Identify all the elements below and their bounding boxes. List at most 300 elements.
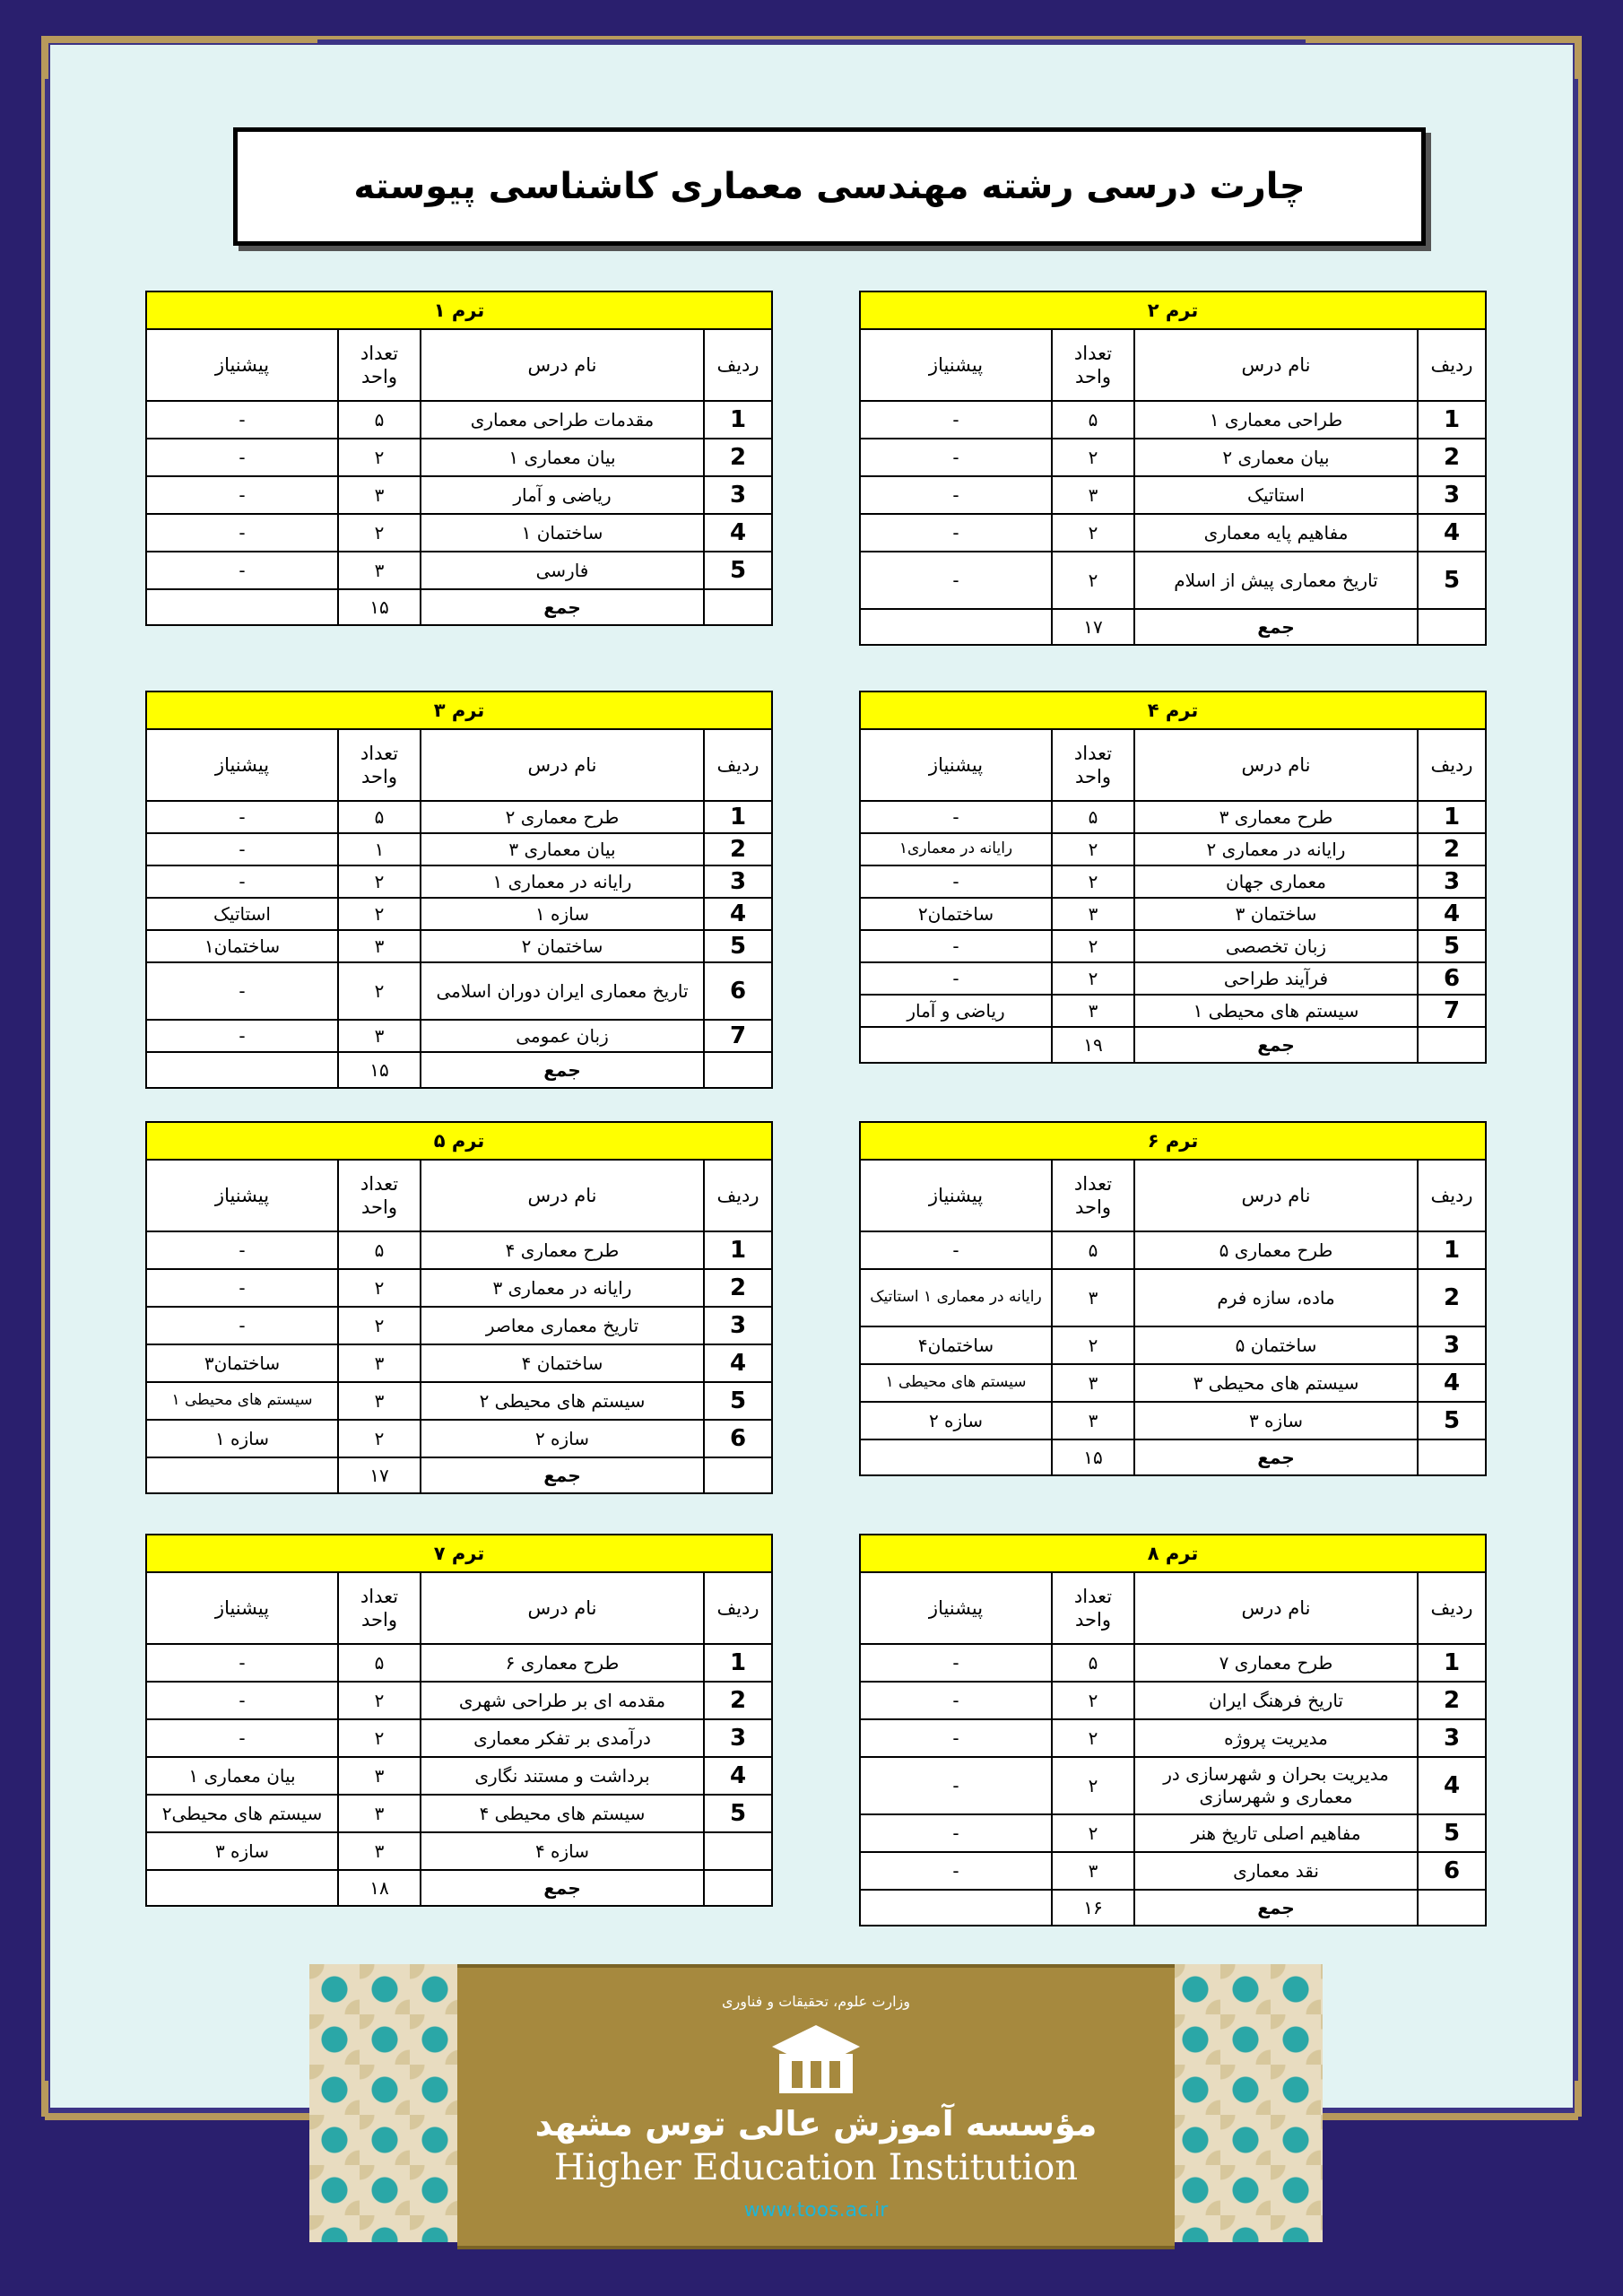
course-units: ۲ — [338, 865, 421, 898]
course-prereq: - — [146, 962, 338, 1020]
course-prereq: - — [860, 865, 1052, 898]
course-table — [859, 1534, 1487, 1926]
row-number: 6 — [704, 962, 772, 1020]
row-number — [704, 1832, 772, 1870]
col-header-name: نام درس — [421, 329, 704, 401]
table-row — [146, 865, 772, 898]
row-number: 1 — [704, 401, 772, 439]
row-number: 5 — [1418, 930, 1486, 962]
course-prereq: - — [146, 1020, 338, 1052]
term-header-row — [146, 291, 772, 329]
col-header-units: تعداد واحد — [338, 1572, 421, 1644]
course-name: تاریخ معماری ایران دوران اسلامی — [421, 962, 704, 1020]
row-number: 2 — [1418, 833, 1486, 865]
course-units: ۲ — [1052, 1719, 1134, 1757]
page-title-box — [233, 127, 1426, 246]
total-empty — [1418, 1890, 1486, 1926]
row-number: 3 — [1418, 1719, 1486, 1757]
course-prereq: - — [146, 1682, 338, 1719]
col-header-prereq: پیشنیاز — [860, 1160, 1052, 1231]
total-row — [146, 589, 772, 625]
course-prereq: سازه ۲ — [860, 1402, 1052, 1439]
course-name: طرح معماری ۴ — [421, 1231, 704, 1269]
total-empty — [146, 589, 338, 625]
course-name: ساختمان ۵ — [1134, 1326, 1418, 1364]
col-header-name: نام درس — [1134, 729, 1418, 801]
course-name: بیان معماری ۳ — [421, 833, 704, 865]
row-number: 5 — [704, 930, 772, 962]
course-prereq: - — [146, 865, 338, 898]
total-empty — [860, 1439, 1052, 1475]
page-title: چارت درسی رشته مهندسی معماری کاشناسی پیوسته — [353, 166, 1306, 207]
total-label: جمع — [1134, 609, 1418, 645]
course-units: ۲ — [1052, 1814, 1134, 1852]
course-units: ۲ — [338, 439, 421, 476]
table-row — [860, 439, 1486, 476]
course-prereq: - — [860, 514, 1052, 552]
row-number: 4 — [704, 1344, 772, 1382]
course-units: ۲ — [338, 1682, 421, 1719]
column-header-row — [146, 329, 772, 401]
total-empty — [704, 1457, 772, 1493]
course-prereq: - — [146, 439, 338, 476]
course-prereq: سیستم های محیطی ۱ — [860, 1364, 1052, 1402]
col-header-prereq: پیشنیاز — [860, 729, 1052, 801]
table-row — [860, 401, 1486, 439]
course-prereq: - — [860, 1231, 1052, 1269]
course-units: ۳ — [1052, 476, 1134, 514]
table-row — [146, 833, 772, 865]
course-units: ۳ — [338, 1344, 421, 1382]
course-units: ۵ — [338, 1644, 421, 1682]
course-name: سازه ۴ — [421, 1832, 704, 1870]
course-units: ۳ — [1052, 1269, 1134, 1326]
table-row — [860, 1231, 1486, 1269]
course-name: ریاضی و آمار — [421, 476, 704, 514]
course-units: ۵ — [1052, 1231, 1134, 1269]
col-header-prereq: پیشنیاز — [146, 1572, 338, 1644]
course-prereq: سیستم های محیطی ۱ — [146, 1382, 338, 1420]
course-prereq: - — [860, 1757, 1052, 1814]
institution-logo-banner — [309, 1964, 1323, 2242]
table-row — [860, 930, 1486, 962]
total-empty — [146, 1052, 338, 1088]
course-units: ۲ — [1052, 930, 1134, 962]
row-number: 3 — [1418, 1326, 1486, 1364]
table-row — [146, 1832, 772, 1870]
course-name: طرح معماری ۶ — [421, 1644, 704, 1682]
column-header-row — [860, 1572, 1486, 1644]
course-units: ۲ — [338, 898, 421, 930]
pattern-left — [309, 1964, 462, 2242]
row-number: 5 — [704, 1795, 772, 1832]
table-row — [146, 801, 772, 833]
course-prereq: - — [860, 962, 1052, 995]
total-empty — [146, 1870, 338, 1906]
course-prereq: - — [146, 401, 338, 439]
table-row — [860, 995, 1486, 1027]
table-row — [146, 514, 772, 552]
total-label: جمع — [421, 589, 704, 625]
table-row — [860, 1852, 1486, 1890]
course-name: نقد معماری — [1134, 1852, 1418, 1890]
course-units: ۳ — [1052, 898, 1134, 930]
term-header-row — [860, 1535, 1486, 1572]
row-number: 2 — [1418, 1682, 1486, 1719]
course-prereq: ساختمان۴ — [860, 1326, 1052, 1364]
row-number: 5 — [1418, 1814, 1486, 1852]
course-name: برداشت و مستند نگاری — [421, 1757, 704, 1795]
total-row — [860, 1027, 1486, 1063]
table-row — [146, 552, 772, 589]
term-table-8 — [859, 1534, 1487, 1926]
course-name: سازه ۲ — [421, 1420, 704, 1457]
term-label: ترم ۲ — [860, 291, 1486, 329]
course-prereq: رایانه در معماری ۱ استاتیک — [860, 1269, 1052, 1326]
table-row — [146, 1269, 772, 1307]
term-label: ترم ۳ — [146, 691, 772, 729]
col-header-prereq: پیشنیاز — [860, 1572, 1052, 1644]
total-empty — [704, 1052, 772, 1088]
col-header-units: تعداد واحد — [1052, 329, 1134, 401]
institution-url[interactable]: www.toos.ac.ir — [743, 2199, 889, 2222]
course-name: سازه ۳ — [1134, 1402, 1418, 1439]
col-header-units: تعداد واحد — [1052, 1160, 1134, 1231]
course-name: بیان معماری ۲ — [1134, 439, 1418, 476]
term-header-row — [146, 691, 772, 729]
table-row — [860, 1269, 1486, 1326]
table-row — [146, 1382, 772, 1420]
table-row — [146, 1020, 772, 1052]
term-label: ترم ۸ — [860, 1535, 1486, 1572]
course-prereq: - — [860, 401, 1052, 439]
col-header-units: تعداد واحد — [338, 729, 421, 801]
course-name: مدیریت پروژه — [1134, 1719, 1418, 1757]
row-number: 1 — [1418, 1644, 1486, 1682]
term-label: ترم ۱ — [146, 291, 772, 329]
total-empty — [704, 1870, 772, 1906]
course-units: ۲ — [1052, 439, 1134, 476]
course-units: ۱ — [338, 833, 421, 865]
course-units: ۳ — [1052, 995, 1134, 1027]
term-table-7 — [145, 1534, 773, 1907]
course-name: زبان تخصصی — [1134, 930, 1418, 962]
course-name: ساختمان ۴ — [421, 1344, 704, 1382]
col-header-prereq: پیشنیاز — [146, 329, 338, 401]
course-units: ۲ — [338, 962, 421, 1020]
row-number: 5 — [704, 1382, 772, 1420]
course-prereq: ساختمان۱ — [146, 930, 338, 962]
course-table — [145, 1121, 773, 1494]
course-name: مقدمه ای بر طراحی شهری — [421, 1682, 704, 1719]
total-empty — [860, 1027, 1052, 1063]
course-units: ۳ — [338, 1020, 421, 1052]
total-units: ۱۹ — [1052, 1027, 1134, 1063]
row-number: 4 — [704, 898, 772, 930]
course-units: ۳ — [338, 930, 421, 962]
table-row — [860, 514, 1486, 552]
total-units: ۱۶ — [1052, 1890, 1134, 1926]
total-row — [860, 609, 1486, 645]
total-row — [146, 1052, 772, 1088]
course-prereq: - — [860, 1644, 1052, 1682]
col-header-name: نام درس — [1134, 329, 1418, 401]
total-empty — [1418, 1027, 1486, 1063]
col-header-name: نام درس — [421, 1572, 704, 1644]
term-header-row — [146, 1122, 772, 1160]
course-prereq: - — [860, 801, 1052, 833]
total-units: ۱۵ — [1052, 1439, 1134, 1475]
total-label: جمع — [421, 1457, 704, 1493]
table-row — [146, 898, 772, 930]
course-name: مفاهیم پایه معماری — [1134, 514, 1418, 552]
course-prereq: استاتیک — [146, 898, 338, 930]
course-name: سیستم های محیطی ۱ — [1134, 995, 1418, 1027]
col-header-prereq: پیشنیاز — [146, 1160, 338, 1231]
course-prereq: - — [146, 552, 338, 589]
col-header-name: نام درس — [421, 1160, 704, 1231]
course-prereq: ساختمان۲ — [860, 898, 1052, 930]
course-prereq: - — [860, 1719, 1052, 1757]
column-header-row — [146, 729, 772, 801]
col-header-num: ردیف — [704, 1572, 772, 1644]
course-name: معماری جهان — [1134, 865, 1418, 898]
course-name: طرح معماری ۳ — [1134, 801, 1418, 833]
course-prereq: - — [146, 476, 338, 514]
column-header-row — [860, 729, 1486, 801]
course-units: ۲ — [1052, 552, 1134, 609]
institution-name-fa: مؤسسه آموزش عالی توس مشهد — [534, 2104, 1098, 2144]
course-prereq: - — [860, 1682, 1052, 1719]
course-name: تاریخ معماری معاصر — [421, 1307, 704, 1344]
row-number: 2 — [704, 833, 772, 865]
table-row — [146, 1307, 772, 1344]
course-prereq: رایانه در معماری۱ — [860, 833, 1052, 865]
course-prereq: ساختمان۳ — [146, 1344, 338, 1382]
row-number: 4 — [704, 1757, 772, 1795]
total-empty — [1418, 609, 1486, 645]
course-name: فارسی — [421, 552, 704, 589]
course-name: مقدمات طراحی معماری — [421, 401, 704, 439]
course-name: رایانه در معماری ۳ — [421, 1269, 704, 1307]
table-row — [146, 930, 772, 962]
course-name: رایانه در معماری ۱ — [421, 865, 704, 898]
pattern-right — [1170, 1964, 1323, 2242]
col-header-prereq: پیشنیاز — [146, 729, 338, 801]
course-units: ۲ — [338, 514, 421, 552]
term-header-row — [860, 291, 1486, 329]
course-prereq: - — [860, 1814, 1052, 1852]
course-prereq: - — [860, 476, 1052, 514]
course-name: سیستم های محیطی ۲ — [421, 1382, 704, 1420]
table-row — [146, 439, 772, 476]
term-header-row — [860, 691, 1486, 729]
term-table-1 — [145, 291, 773, 626]
row-number: 3 — [704, 1719, 772, 1757]
total-label: جمع — [421, 1052, 704, 1088]
row-number: 1 — [704, 1231, 772, 1269]
row-number: 2 — [1418, 1269, 1486, 1326]
course-units: ۲ — [1052, 514, 1134, 552]
table-row — [860, 801, 1486, 833]
course-name: سازه ۱ — [421, 898, 704, 930]
course-units: ۲ — [338, 1719, 421, 1757]
institution-name-en: Higher Education Institution — [553, 2147, 1079, 2188]
course-name: تاریخ فرهنگ ایران — [1134, 1682, 1418, 1719]
row-number: 6 — [1418, 962, 1486, 995]
corner-ornament — [45, 2081, 317, 2120]
col-header-num: ردیف — [1418, 1160, 1486, 1231]
course-name: مدیریت بحران و شهرسازی در معماری و شهرسازی — [1134, 1757, 1418, 1814]
course-prereq: - — [146, 1719, 338, 1757]
column-header-row — [146, 1572, 772, 1644]
total-label: جمع — [1134, 1439, 1418, 1475]
course-units: ۳ — [338, 476, 421, 514]
row-number: 4 — [1418, 514, 1486, 552]
course-units: ۵ — [338, 401, 421, 439]
row-number: 3 — [704, 1307, 772, 1344]
course-units: ۳ — [1052, 1364, 1134, 1402]
table-row — [860, 1364, 1486, 1402]
course-name: ساختمان ۲ — [421, 930, 704, 962]
course-table — [145, 691, 773, 1089]
course-name: استاتیک — [1134, 476, 1418, 514]
course-table — [145, 291, 773, 626]
table-row — [860, 1402, 1486, 1439]
table-row — [860, 1719, 1486, 1757]
table-row — [860, 962, 1486, 995]
col-header-units: تعداد واحد — [338, 329, 421, 401]
col-header-name: نام درس — [1134, 1572, 1418, 1644]
course-name: ساختمان ۱ — [421, 514, 704, 552]
table-row — [146, 1344, 772, 1382]
col-header-prereq: پیشنیاز — [860, 329, 1052, 401]
course-prereq: - — [860, 930, 1052, 962]
total-empty — [860, 609, 1052, 645]
row-number: 1 — [704, 801, 772, 833]
course-prereq: سیستم های محیطی۲ — [146, 1795, 338, 1832]
table-row — [860, 1644, 1486, 1682]
col-header-name: نام درس — [1134, 1160, 1418, 1231]
term-header-row — [860, 1122, 1486, 1160]
term-table-5 — [145, 1121, 773, 1494]
course-units: ۳ — [1052, 1402, 1134, 1439]
course-name: تاریخ معماری پیش از اسلام — [1134, 552, 1418, 609]
col-header-units: تعداد واحد — [1052, 729, 1134, 801]
table-row — [146, 1644, 772, 1682]
row-number: 3 — [704, 476, 772, 514]
row-number: 2 — [704, 1682, 772, 1719]
course-units: ۵ — [1052, 401, 1134, 439]
row-number: 1 — [1418, 801, 1486, 833]
total-row — [860, 1439, 1486, 1475]
course-units: ۳ — [338, 552, 421, 589]
course-prereq: - — [146, 1307, 338, 1344]
col-header-num: ردیف — [704, 1160, 772, 1231]
row-number: 4 — [1418, 1757, 1486, 1814]
total-units: ۱۸ — [338, 1870, 421, 1906]
row-number: 3 — [1418, 865, 1486, 898]
row-number: 2 — [704, 1269, 772, 1307]
course-units: ۳ — [1052, 1852, 1134, 1890]
course-name: ماده، سازه فرم — [1134, 1269, 1418, 1326]
term-label: ترم ۶ — [860, 1122, 1486, 1160]
total-row — [860, 1890, 1486, 1926]
row-number: 5 — [1418, 1402, 1486, 1439]
corner-ornament — [45, 39, 317, 79]
term-header-row — [146, 1535, 772, 1572]
course-units: ۲ — [1052, 1757, 1134, 1814]
course-table — [859, 1121, 1487, 1476]
table-row — [146, 1795, 772, 1832]
total-units: ۱۷ — [1052, 609, 1134, 645]
total-units: ۱۵ — [338, 1052, 421, 1088]
column-header-row — [860, 329, 1486, 401]
row-number: 3 — [704, 865, 772, 898]
course-name: رایانه در معماری ۲ — [1134, 833, 1418, 865]
course-units: ۲ — [1052, 962, 1134, 995]
total-empty — [1418, 1439, 1486, 1475]
course-name: طرح معماری ۲ — [421, 801, 704, 833]
term-table-2 — [859, 291, 1487, 646]
course-units: ۲ — [1052, 865, 1134, 898]
course-prereq: - — [860, 439, 1052, 476]
term-label: ترم ۴ — [860, 691, 1486, 729]
course-units: ۲ — [1052, 1682, 1134, 1719]
term-table-4 — [859, 691, 1487, 1064]
course-prereq: - — [146, 1269, 338, 1307]
table-row — [860, 833, 1486, 865]
row-number: 2 — [704, 439, 772, 476]
total-units: ۱۷ — [338, 1457, 421, 1493]
course-units: ۵ — [338, 801, 421, 833]
course-name: درآمدی بر تفکر معماری — [421, 1719, 704, 1757]
table-row — [146, 476, 772, 514]
course-prereq: - — [146, 1231, 338, 1269]
course-prereq: - — [860, 1852, 1052, 1890]
course-units: ۳ — [338, 1795, 421, 1832]
course-units: ۲ — [338, 1269, 421, 1307]
course-units: ۳ — [338, 1382, 421, 1420]
row-number: 1 — [1418, 401, 1486, 439]
row-number: 5 — [704, 552, 772, 589]
col-header-name: نام درس — [421, 729, 704, 801]
term-label: ترم ۵ — [146, 1122, 772, 1160]
col-header-num: ردیف — [704, 329, 772, 401]
total-label: جمع — [1134, 1890, 1418, 1926]
col-header-num: ردیف — [1418, 329, 1486, 401]
course-units: ۳ — [338, 1832, 421, 1870]
course-prereq: سازه ۳ — [146, 1832, 338, 1870]
course-units: ۵ — [1052, 1644, 1134, 1682]
course-name: مفاهیم اصلی تاریخ هنر — [1134, 1814, 1418, 1852]
table-row — [860, 1757, 1486, 1814]
row-number: 6 — [1418, 1852, 1486, 1890]
row-number: 4 — [704, 514, 772, 552]
course-prereq: - — [146, 833, 338, 865]
col-header-num: ردیف — [1418, 1572, 1486, 1644]
column-header-row — [860, 1160, 1486, 1231]
course-units: ۲ — [338, 1420, 421, 1457]
course-name: طرح معماری ۷ — [1134, 1644, 1418, 1682]
course-name: سیستم های محیطی ۳ — [1134, 1364, 1418, 1402]
course-prereq: ریاضی و آمار — [860, 995, 1052, 1027]
total-empty — [146, 1457, 338, 1493]
corner-ornament — [1306, 39, 1578, 79]
table-row — [860, 552, 1486, 609]
course-table — [859, 691, 1487, 1064]
course-name: طراحی معماری ۱ — [1134, 401, 1418, 439]
